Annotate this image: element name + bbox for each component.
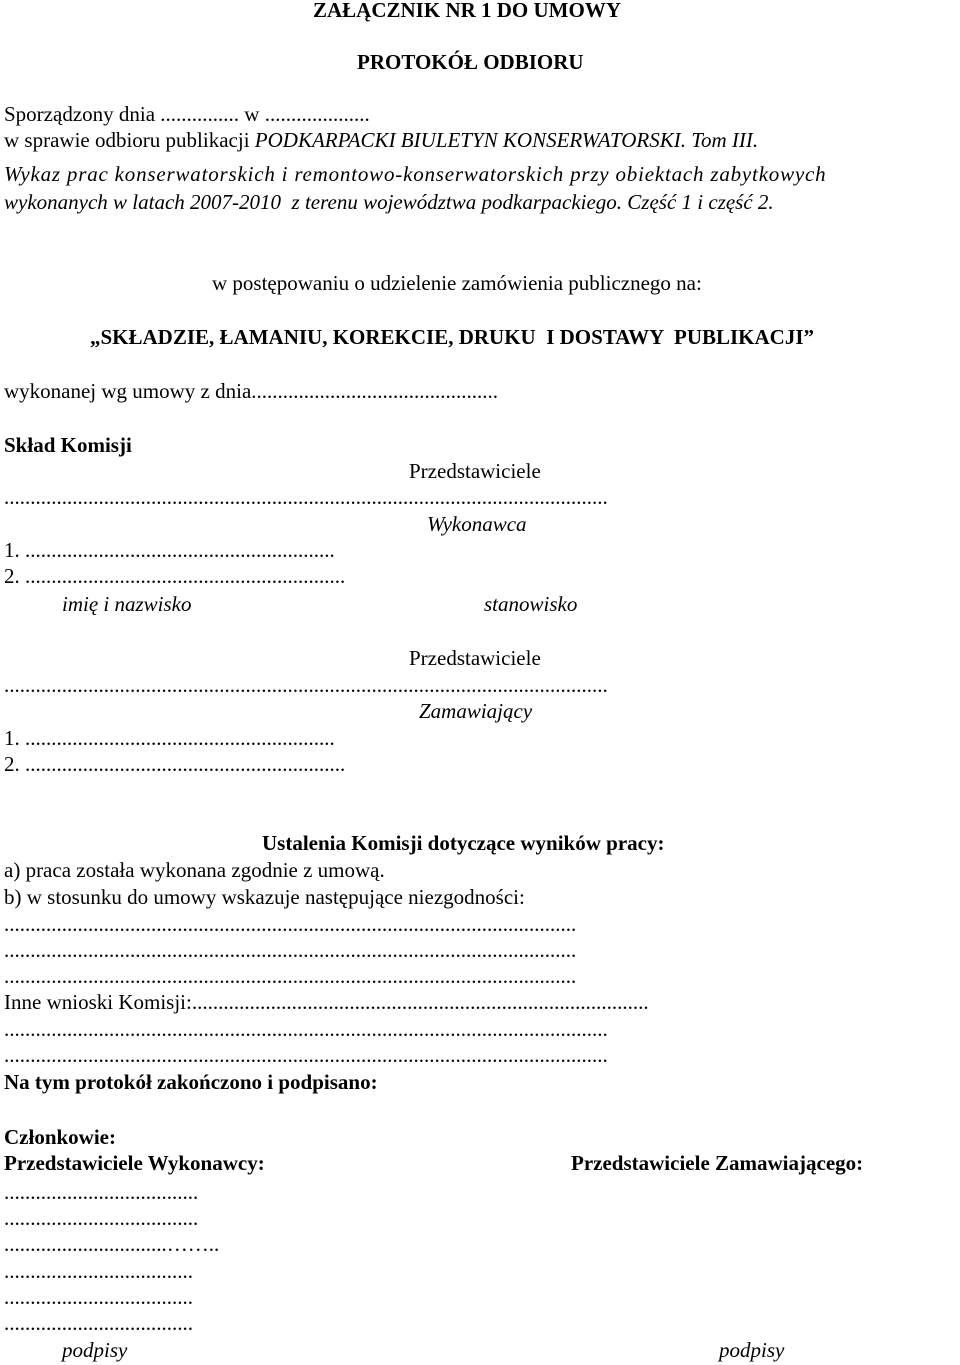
contractor-signatures-caption: podpisy xyxy=(62,1338,128,1362)
subject-line-2: Wykaz prac konserwatorskich i remontowo-konserwatorskich przy obiektach zabytkowych xyxy=(4,162,827,186)
client-member-1: 1. ........................................................... xyxy=(4,726,335,750)
other-conclusions: Inne wnioski Komisji:....................................................................................... xyxy=(4,990,649,1014)
procurement-subject: „SKŁADZIE, ŁAMANIU, KOREKCIE, DRUKU I DOSTAWY PUBLIKACJI” xyxy=(90,325,815,349)
subject-prefix: w sprawie odbioru publikacji xyxy=(4,128,255,152)
client-party-label: Zamawiający xyxy=(419,699,533,723)
client-dotted-line: ................................................................................................................... xyxy=(4,673,608,697)
members-label: Członkowie: xyxy=(4,1125,116,1149)
name-caption: imię i nazwisko xyxy=(62,592,192,616)
finding-a: a) praca została wykonana zgodnie z umową. xyxy=(4,858,385,882)
contractor-representatives-label: Przedstawiciele xyxy=(409,459,541,483)
client-reps-label: Przedstawiciele Zamawiającego: xyxy=(571,1151,864,1175)
closing-statement: Na tym protokół zakończono i podpisano: xyxy=(4,1070,378,1094)
nonconformity-line-1: ............................................................................................................. xyxy=(4,912,577,936)
contractor-member-1: 1. ........................................................... xyxy=(4,538,335,562)
contractor-dotted-line: ................................................................................................................... xyxy=(4,485,608,509)
signature-line: .................................... xyxy=(4,1311,193,1335)
findings-heading: Ustalenia Komisji dotyczące wyników pracy: xyxy=(262,831,665,855)
position-caption: stanowisko xyxy=(484,592,578,616)
nonconformity-line-3: ............................................................................................................. xyxy=(4,964,577,988)
contractor-party-label: Wykonawca xyxy=(427,512,527,536)
contractor-member-2: 2. ............................................................. xyxy=(4,564,346,588)
contractor-reps-label: Przedstawiciele Wykonawcy: xyxy=(4,1151,265,1175)
finding-b: b) w stosunku do umowy wskazuje następujące niezgodności: xyxy=(4,885,525,909)
annex-heading: ZAŁĄCZNIK NR 1 DO UMOWY xyxy=(313,0,622,22)
procurement-label: w postępowaniu o udzielenie zamówienia publicznego na: xyxy=(212,271,702,295)
drawn-up-line: Sporządzony dnia ............... w .................... xyxy=(4,102,370,126)
commission-heading: Skład Komisji xyxy=(4,433,132,457)
client-representatives-label: Przedstawiciele xyxy=(409,646,541,670)
other-conclusions-line-2: ................................................................................................................... xyxy=(4,1043,608,1067)
other-conclusions-line-1: ................................................................................................................... xyxy=(4,1017,608,1041)
document-title: PROTOKÓŁ ODBIORU xyxy=(357,50,584,74)
signature-line: .................................... xyxy=(4,1259,193,1283)
publication-title: PODKARPACKI BIULETYN KONSERWATORSKI. Tom III. xyxy=(254,128,759,152)
client-signatures-caption: podpisy xyxy=(719,1338,785,1362)
signature-line: ...............................…….. xyxy=(4,1232,220,1256)
signature-line: ..................................... xyxy=(4,1206,199,1230)
signature-line: .................................... xyxy=(4,1285,193,1309)
nonconformity-line-2: ............................................................................................................. xyxy=(4,938,577,962)
client-member-2: 2. ............................................................. xyxy=(4,752,346,776)
contract-date-line: wykonanej wg umowy z dnia............................................... xyxy=(4,379,499,403)
subject-line-1 xyxy=(4,127,758,153)
subject-line-3: wykonanych w latach 2007-2010 z terenu województwa podkarpackiego. Część 1 i część 2. xyxy=(4,190,774,214)
signature-line: ..................................... xyxy=(4,1180,199,1204)
